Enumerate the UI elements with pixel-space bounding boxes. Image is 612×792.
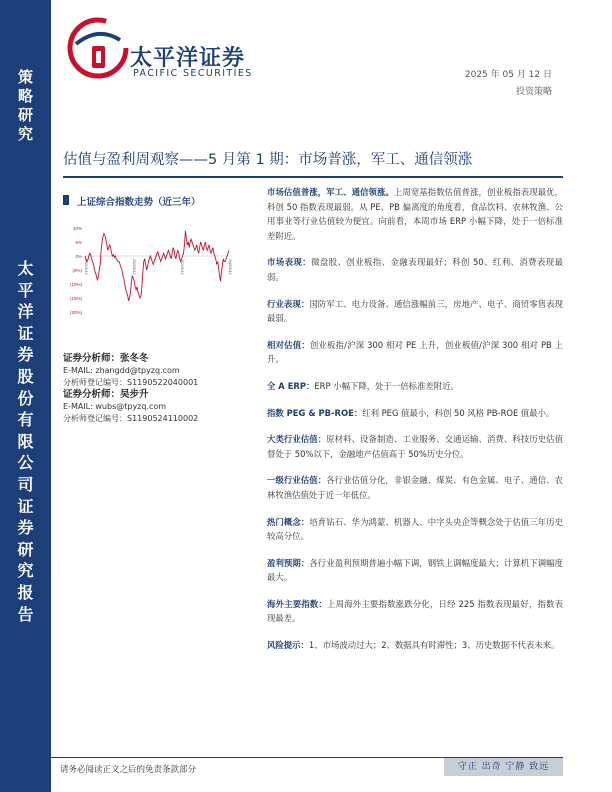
reg-label: 分析师登记编号： [63,377,127,387]
analyst-label: 证券分析师： [63,389,121,401]
paragraph-text: 各行业估值分化，非银金融、煤炭、有色金属、电子、通信、农林牧渔估值处于近一年低位。 [267,475,563,500]
y-tick-label: (15%) [69,296,82,301]
x-tick-label: 2025/5/12 [228,259,232,275]
disclaimer-text: 请务必阅读正文之后的免责条款部分 [60,765,197,775]
page-title: 估值与盈利周观察——5 月第 1 期：市场普涨，军工、通信领涨 [63,152,473,168]
index-chart-svg [63,220,233,320]
paragraph-text: 国防军工、电力设备、通信涨幅前三，房地产、电子、商贸零售表现最弱。 [267,298,564,324]
paragraph-text: 红利 PEG 值最小，科创 50 风格 PB-ROE 值最小。 [362,407,555,418]
paragraph-heading: 市场估值普涨，军工、通信领涨。 [267,187,394,197]
summary-body [267,185,563,665]
y-tick-label: 0% [75,254,82,259]
paragraph-text: 上周宽基指数估值普涨，创业板指表现最优，科创 50 指数表现最弱。从 PE、PB 偏离度的角度看，食品饮料、农林牧渔、公用事业等行业估值较为便宜。向前看，本周市场 ERP 小幅下降，处于一倍标准差附近。 [267,187,564,241]
title-divider [63,176,563,178]
x-tick-label: 2022/5/12 [84,259,88,275]
summary-paragraph [267,406,563,421]
paragraph-heading: 风险提示： [267,640,309,651]
summary-paragraph [267,515,563,544]
paragraph-heading: 盈利预期： [267,557,310,568]
analyst-email[interactable]: wubs@tpyzq.com [95,402,167,412]
summary-paragraph [267,432,563,461]
y-tick-label: 10% [72,226,82,231]
summary-paragraph [267,338,563,367]
analyst-name: 吴步升 [120,389,149,401]
analyst-label: 证券分析师： [63,353,121,364]
paragraph-heading: 热门概念： [267,516,310,527]
paragraph-text: 1、市场波动过大；2、数据具有时滞性；3、历史数据不代表未来。 [308,640,560,651]
sidebar [0,0,51,792]
paragraph-text: 微盘股、创业板指、金融表现最好；科创 50、红利、消费表现最弱。 [267,257,564,282]
y-tick-label: 5% [75,240,82,245]
summary-paragraph [267,255,563,284]
paragraph-heading: 市场表现： [267,257,312,268]
paragraph-heading: 全 A ERP： [267,380,315,391]
report-type: 投资策略 [515,87,552,97]
report-date: 2025 年 05 月 12 日 [464,70,552,80]
brand-name-en: PACIFIC SECURITIES [133,68,253,79]
paragraph-text: 上周海外主要指数涨跌分化，日经 225 指数表现最好，指数表现最差。 [267,598,563,624]
paragraph-text: 创业板指/沪深 300 相对 PE 上升，创业板值/沪深 300 相对 PB 上升。 [267,339,563,365]
paragraph-text: ERP 小幅下降，处于一倍标准差附近。 [314,380,459,391]
index-chart [63,220,233,320]
analyst-name: 张冬冬 [120,353,149,364]
y-tick-label: (20%) [69,310,82,315]
paragraph-heading: 海外主要指数： [267,598,328,609]
brand-name-cn: 太平洋证券 [130,46,246,71]
summary-paragraph [267,473,563,502]
analyst-block [63,352,228,388]
sidebar-label-strategy: 策 略 研 究 [17,68,33,143]
summary-paragraph [267,379,563,394]
paragraph-heading: 相对估值： [267,339,310,350]
y-tick-label: (10%) [69,282,82,287]
analyst-reg-no: S1190522040001 [127,377,199,387]
paragraph-heading: 指数 PEG & PB-ROE： [267,407,363,418]
analyst-block [63,388,228,424]
paragraph-heading: 大类行业估值： [267,434,327,445]
summary-paragraph [267,597,563,626]
chart-title: 上证综合指数走势（近三年） [63,194,201,208]
analyst-email[interactable]: zhangdd@tpyzq.com [95,366,180,375]
index-series-line [85,231,229,301]
analyst-reg-no: S1190524110002 [127,413,199,423]
analyst-info [63,352,228,424]
email-label: E-MAIL: [63,402,93,412]
email-label: E-MAIL: [63,366,93,375]
x-tick-label: 2023/5/12 [132,259,136,275]
paragraph-text: 各行业盈利预期普遍小幅下调，钢铁上调幅度最大；计算机下调幅度最大。 [267,557,564,583]
summary-paragraph [267,556,563,585]
sidebar-label-company: 太 平 洋 证 券 股 份 有 限 公 司 证 券 研 究 报 告 [17,259,34,624]
paragraph-heading: 行业表现： [267,298,310,309]
company-slogan: 守正 出奇 宁静 致远 [444,758,563,776]
x-tick-label: 2024/5/12 [180,259,184,275]
paragraph-text: 培育钻石、华为鸿蒙、机器人、中字头央企等概念处于估值三年历史较高分位。 [267,516,564,542]
summary-paragraph [267,185,563,243]
summary-paragraph [267,297,563,326]
summary-paragraph [267,638,563,653]
reg-label: 分析师登记编号： [63,413,127,423]
paragraph-heading: 一级行业估值： [267,475,327,486]
logo-emblem-icon [66,16,130,80]
paragraph-text: 原材料、设备制造、工业服务、交通运输、消费、科技历史估值督处于 50%以下，金融地产估值高于 50%历史分位。 [267,434,563,459]
y-tick-label: (5%) [72,268,82,273]
